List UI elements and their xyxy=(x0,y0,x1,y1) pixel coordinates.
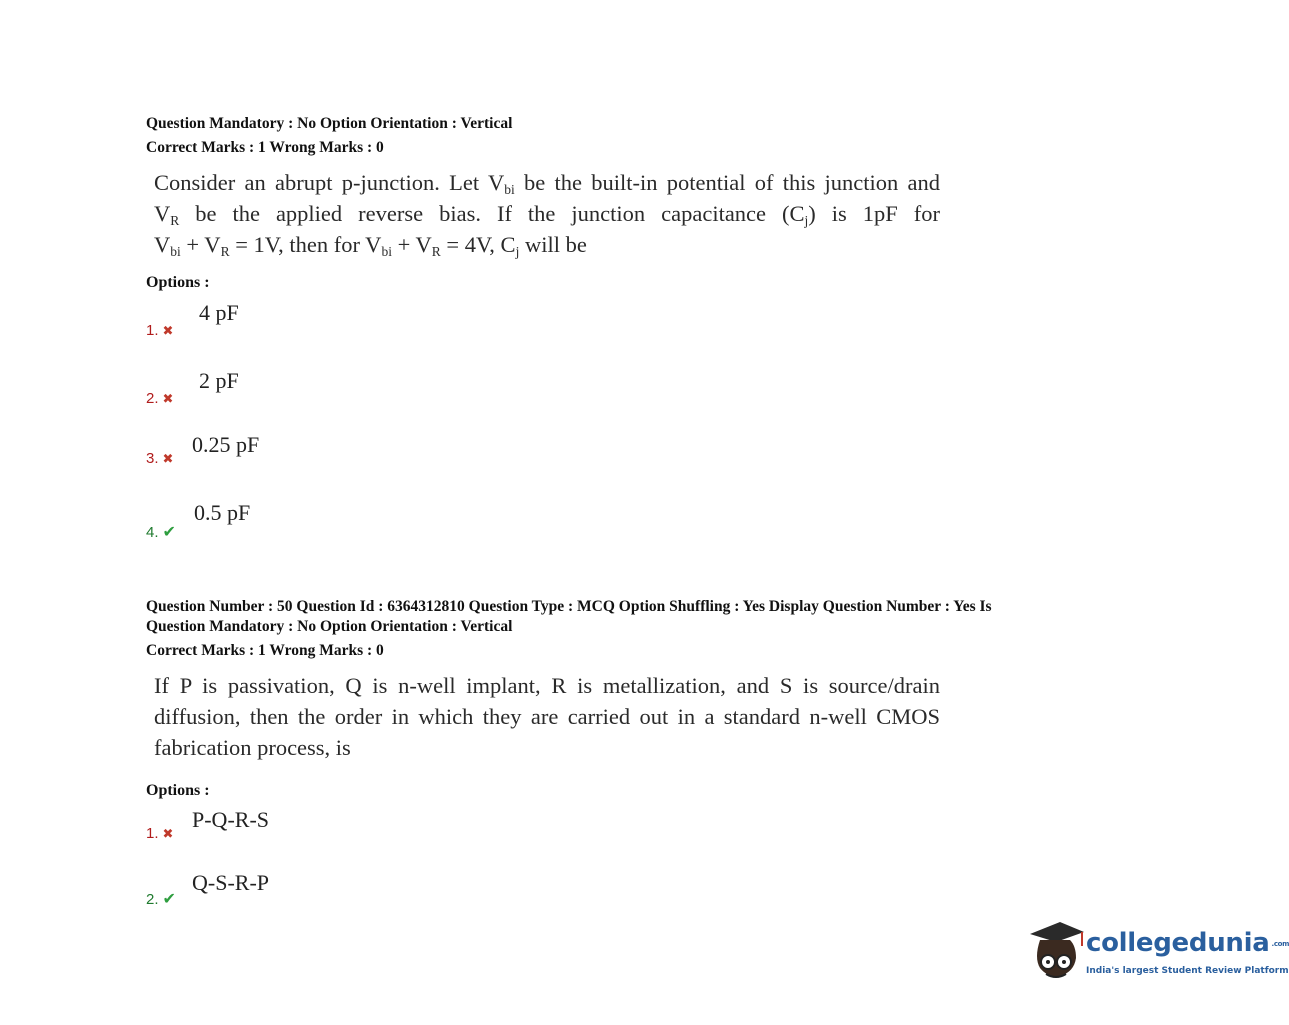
q1-option-2-number: 2. ✖ xyxy=(146,390,174,407)
q1-option-3-number: 3. ✖ xyxy=(146,450,174,467)
q1-meta-line-2: Correct Marks : 1 Wrong Marks : 0 xyxy=(146,139,384,156)
q1-options-label: Options : xyxy=(146,274,210,291)
wrong-mark-icon: ✖ xyxy=(162,451,174,466)
q2-option-2-number: 2. ✔ xyxy=(146,891,176,908)
q1-text-line-1: Consider an abrupt p-junction. Let $V_{bi}$ be the built-in potential of this junction and xyxy=(154,170,940,198)
q1-meta-line-1: Question Mandatory : No Option Orientation : Vertical xyxy=(146,115,513,132)
wrong-mark-icon: ✖ xyxy=(162,391,174,406)
logo-wordmark: collegedunia .com xyxy=(1086,928,1289,958)
q2-text-line-2: diffusion, then the order in which they are carried out in a standard n-well CMOS xyxy=(154,704,940,729)
correct-check-icon: ✔ xyxy=(162,524,176,541)
wrong-mark-icon: ✖ xyxy=(162,323,174,338)
q1-option-4-number: 4. ✔ xyxy=(146,524,176,541)
q2-options-label: Options : xyxy=(146,782,210,799)
q1-text-line-3: $V_{bi} + V_R = 1V$, then for $V_{bi} + V_R = 4V$, $C_j$ will be xyxy=(154,232,587,260)
q1-option-1-text: 4 pF xyxy=(199,300,239,325)
q1-option-2-text: 2 pF xyxy=(199,368,239,393)
q2-option-1-number: 1. ✖ xyxy=(146,825,174,842)
mascot-icon xyxy=(1026,918,1086,986)
q2-text-line-1: If P is passivation, Q is n-well implant, R is metallization, and S is source/drain xyxy=(154,673,940,698)
q2-meta-line-1: Question Number : 50 Question Id : 6364312810 Question Type : MCQ Option Shuffling : Yes Display Question Number : Yes Is xyxy=(146,598,992,615)
q2-option-2-text: Q-S-R-P xyxy=(192,870,270,895)
q2-meta-line-3: Correct Marks : 1 Wrong Marks : 0 xyxy=(146,642,384,659)
q1-option-1-number: 1. ✖ xyxy=(146,322,174,339)
correct-check-icon: ✔ xyxy=(162,891,176,908)
q2-option-1-text: P-Q-R-S xyxy=(192,807,270,832)
q1-text-line-2: $V_R$ be the applied reverse bias. If the junction capacitance $(C_j)$ is 1pF for xyxy=(154,201,940,229)
q2-text-line-3: fabrication process, is xyxy=(154,735,351,760)
logo-tagline: India's largest Student Review Platform xyxy=(1086,966,1289,976)
q1-option-3-text: 0.25 pF xyxy=(192,432,260,457)
q1-option-4-text: 0.5 pF xyxy=(194,500,251,525)
wrong-mark-icon: ✖ xyxy=(162,826,174,841)
q2-question-text xyxy=(154,670,940,763)
q1-question-text xyxy=(154,167,940,260)
q2-meta-line-2: Question Mandatory : No Option Orientation : Vertical xyxy=(146,618,513,635)
collegedunia-logo xyxy=(1026,918,1289,986)
